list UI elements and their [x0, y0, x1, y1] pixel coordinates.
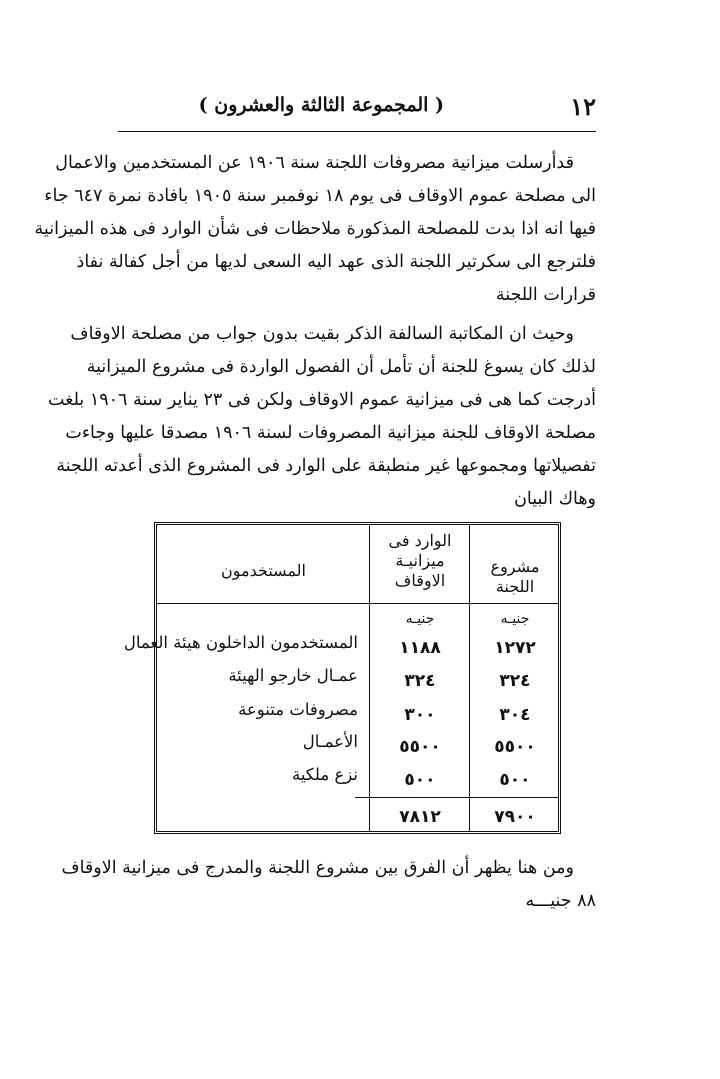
text-line: أدرجت كما هى فى ميزانية عموم الاوقاف ولكن فى ٢٣ يناير سنة ١٩٠٦ بلغت [47, 390, 596, 410]
header-line: الوارد فى [388, 531, 452, 550]
cell-committee-draft: ٥٠٠ [499, 770, 531, 790]
page-number: ١٢ [570, 92, 596, 121]
header-line: ميزانيـة [395, 551, 445, 570]
total-awqaf-budget: ٧٨١٢ [399, 807, 441, 827]
header-line: الاوقاف [394, 571, 446, 590]
header-awqaf-budget [372, 531, 468, 591]
budget-table [123, 522, 561, 834]
text-line: وهاك البيان [514, 489, 596, 509]
text-line: فيها انه اذا بدت للمصلحة المذكورة ملاحظات فى شأن الوارد فى هذه الميزانية [34, 219, 596, 239]
unit-label: جنيـه [500, 611, 530, 627]
paragraph-1 [34, 147, 596, 312]
text-line: تفصيلاتها ومجموعها غير منطبقة على الوارد فى المشروع الذى أعدته اللجنة [56, 456, 596, 476]
row-label: عمـال خارجو الهيئة [228, 666, 358, 685]
text-line: ومن هنا يظهر أن الفرق بين مشروع اللجنة والمدرج فى ميزانية الاوقاف [61, 858, 574, 878]
row-label: المستخدمون الداخلون هيئة العمال [123, 633, 358, 652]
cell-awqaf-budget: ٣٠٠ [404, 705, 436, 725]
cell-committee-draft: ١٢٧٢ [494, 638, 536, 658]
text-line: فلترجع الى سكرتير اللجنة الذى عهد اليه السعى لديها من أجل كفالة نفاذ [76, 252, 596, 272]
text-line: قرارات اللجنة [495, 285, 596, 305]
running-title: ( المجموعة الثالثة والعشرون ) [198, 94, 444, 116]
cell-committee-draft: ٣٢٤ [499, 671, 531, 691]
column-divider [469, 525, 470, 831]
text-line: وحيث ان المكاتبة السالفة الذكر بقيت بدون جواب من مصلحة الاوقاف [70, 324, 574, 344]
cell-awqaf-budget: ١١٨٨ [399, 638, 441, 658]
header-item: المستخدمون [221, 561, 306, 580]
text-line: لذلك كان يسوغ للجنة أن تأمل أن الفصول الواردة فى مشروع الميزانية [86, 357, 596, 377]
paragraph-2 [47, 318, 596, 516]
text-line: قدأرسلت ميزانية مصروفات اللجنة سنة ١٩٠٦ عن المستخدمين والاعمال [55, 153, 574, 173]
text-line: الى مصلحة عموم الاوقاف فى يوم ١٨ نوفمبر سنة ١٩٠٥ بافادة نمرة ٦٤٧ جاء [44, 186, 596, 206]
paragraph-3 [61, 852, 596, 918]
cell-awqaf-budget: ٥٠٠ [404, 770, 436, 790]
header-committee-draft: مشروع اللجنة [490, 557, 540, 596]
header-divider [157, 603, 558, 604]
row-label: نزع ملكية [291, 765, 358, 784]
text-line: ٨٨ جنيـــه [525, 891, 596, 911]
row-label: مصروفات متنوعة [238, 700, 358, 719]
header-rule [118, 131, 596, 132]
page-header [118, 88, 596, 128]
cell-awqaf-budget: ٥٥٠٠ [399, 737, 441, 757]
cell-committee-draft: ٣٠٤ [499, 705, 531, 725]
cell-committee-draft: ٥٥٠٠ [494, 737, 536, 757]
row-label: الأعمـال [302, 732, 358, 751]
text-line: مصلحة الاوقاف للجنة ميزانية المصروفات لسنة ١٩٠٦ مصدقا عليها وجاءت [65, 423, 596, 443]
total-committee-draft: ٧٩٠٠ [494, 807, 536, 827]
cell-awqaf-budget: ٣٢٤ [404, 671, 436, 691]
totals-rule [355, 797, 558, 798]
unit-label: جنيـه [405, 611, 435, 627]
